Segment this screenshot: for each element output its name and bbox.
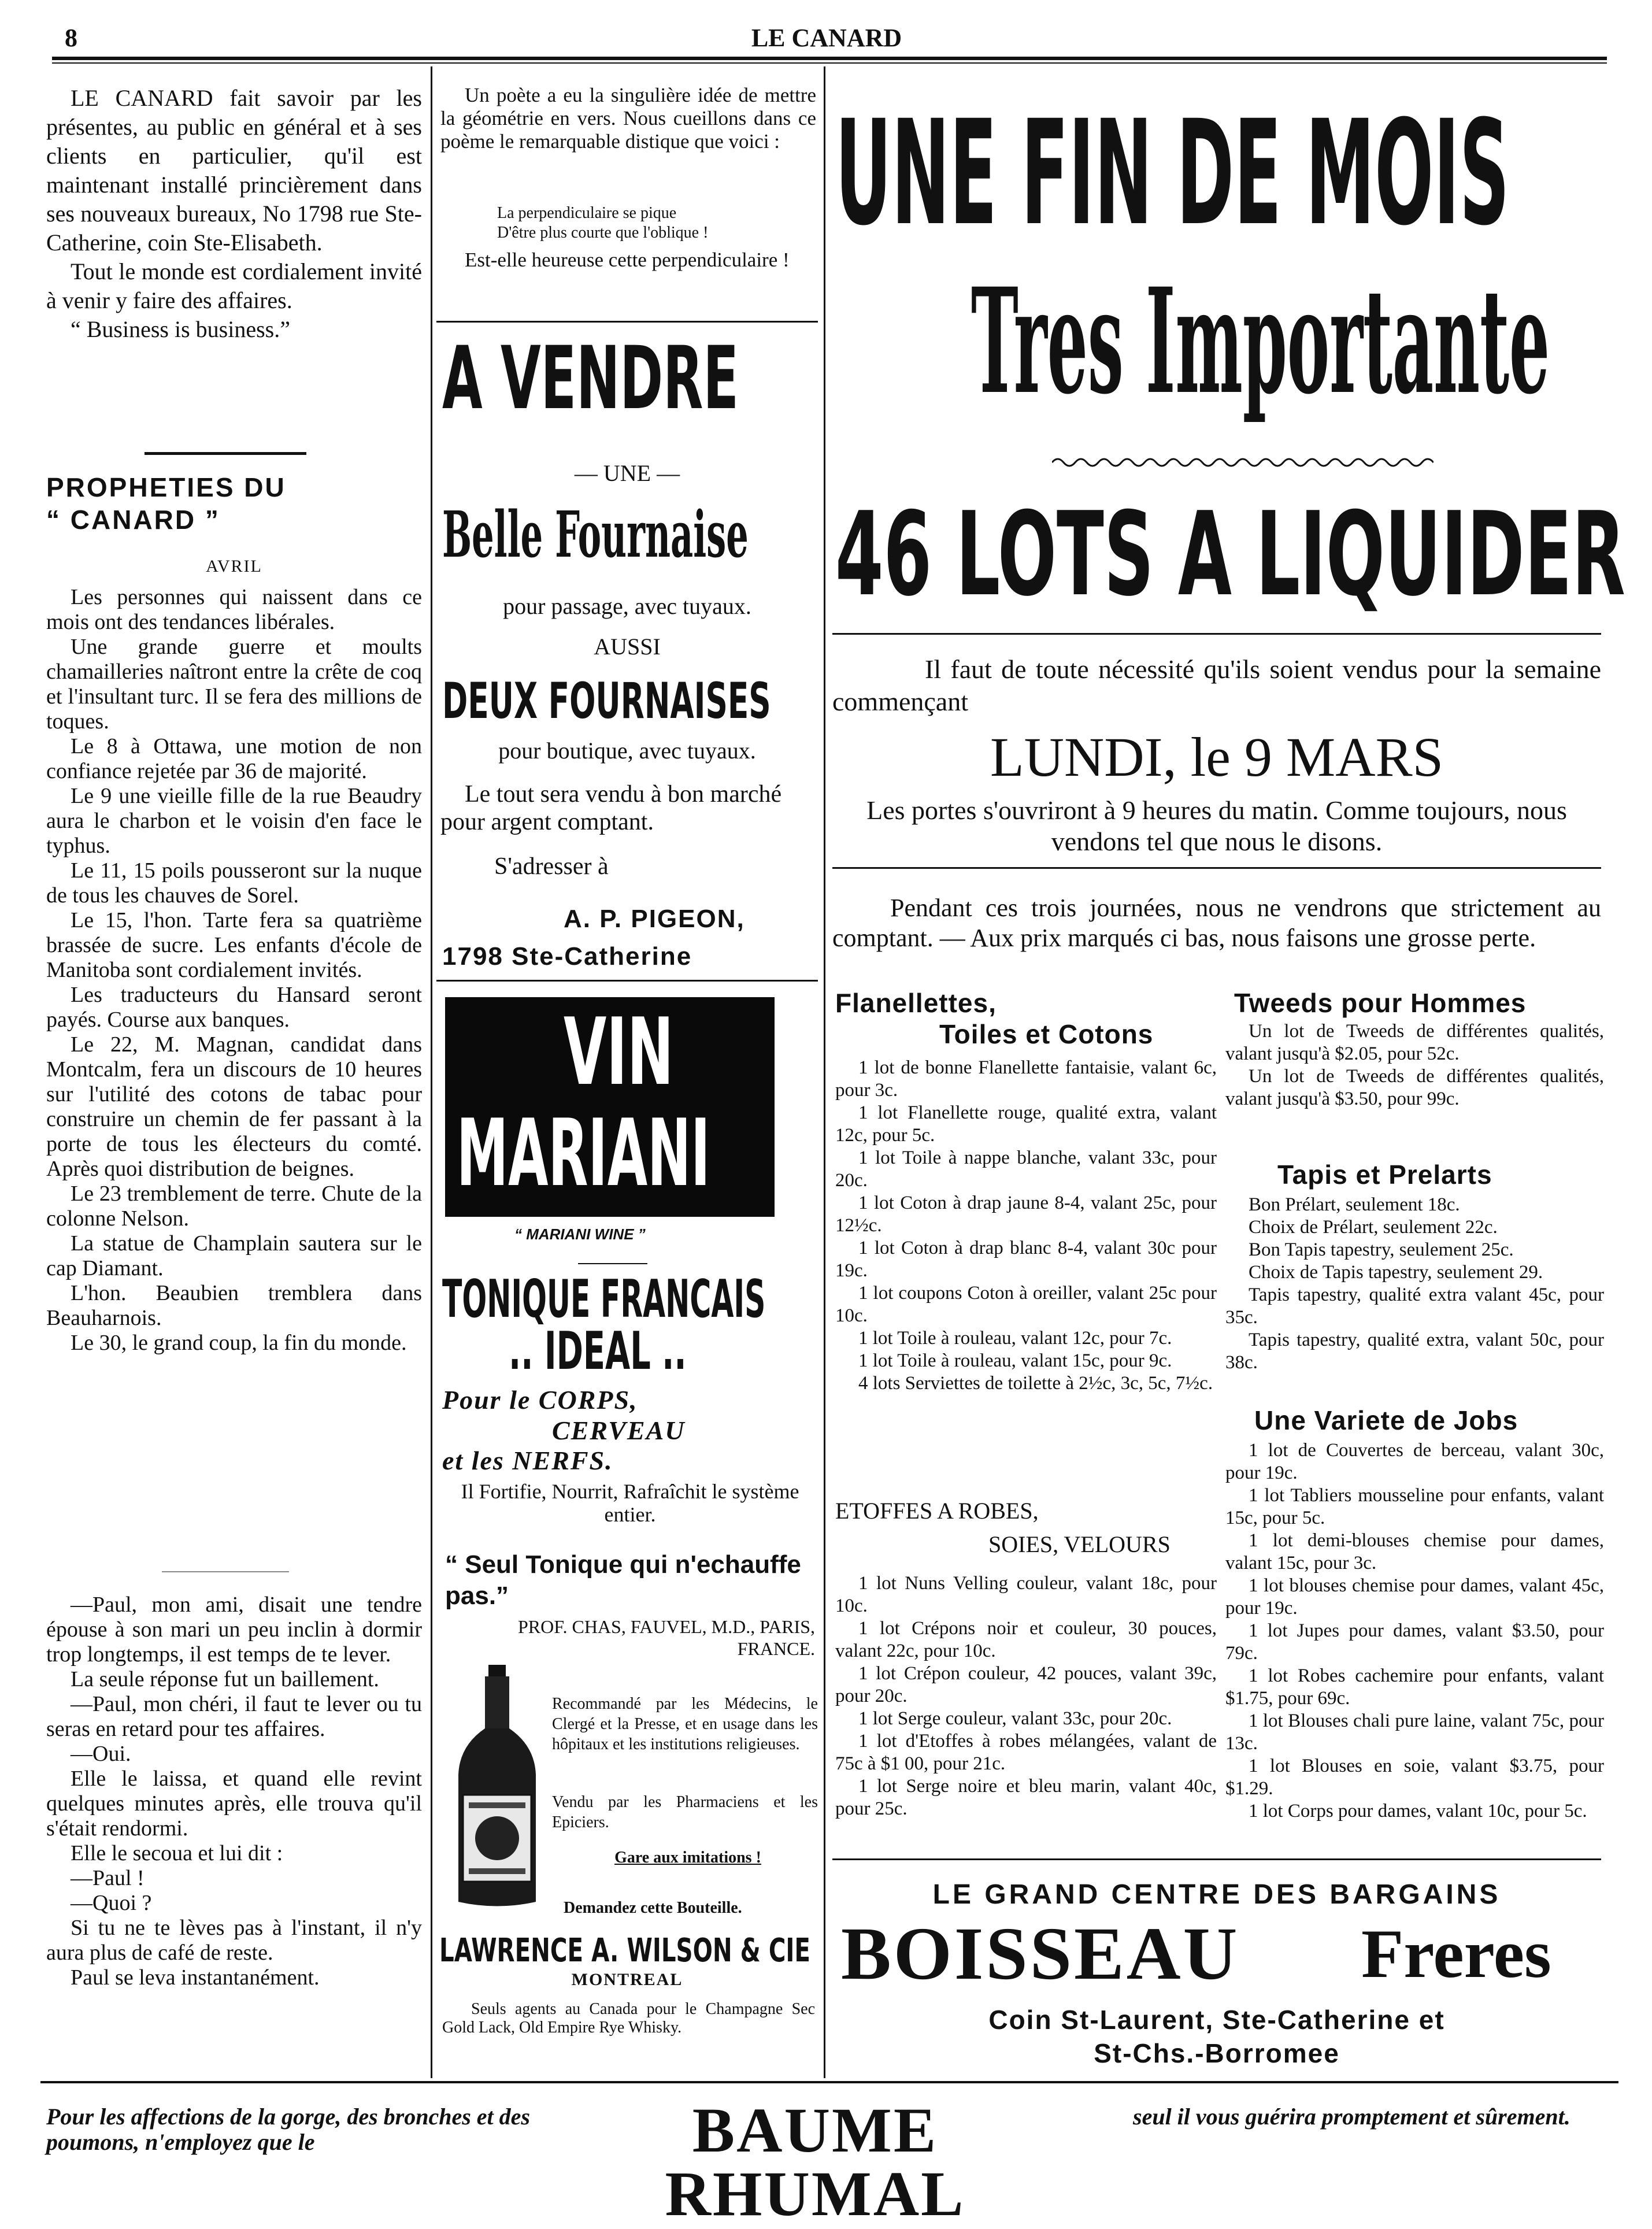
story-paragraph: Si tu ne te lèves pas à l'instant, il n'y aura plus de café de reste. [46,1916,422,1965]
list-item: 1 lot Serge noire et bleu marin, valant 40c, pour 25c. [835,1776,1217,1819]
bottle-illustration [448,1665,546,1908]
story-paragraph: La seule réponse fut un baillement. [71,1667,379,1691]
divider [436,321,818,323]
story-paragraph: —Oui. [71,1742,131,1766]
tapis-list [1225,1194,1604,1374]
prophecy: Les traducteurs du Hansard seront payés. Course aux banques. [46,983,422,1032]
ad-headline-2: Tres Importante [971,256,1550,426]
story-paragraph: —Paul ! [71,1866,145,1890]
list-item: 1 lot Tabliers mousseline pour enfants, valant 15c, pour 5c. [1225,1485,1604,1528]
list-item: 1 lot Toile à rouleau, valant 12c, pour 7c. [858,1328,1172,1349]
prophecy: Le 9 une vieille fille de la rue Beaudry aura le charbon et le voisin d'en face le typhus. [46,784,422,858]
for-sale-une: — UNE — [574,460,680,486]
etoffes-title-2: SOIES, VELOURS [988,1531,1171,1557]
prophecy: L'hon. Beaubien tremblera dans Beauharnois. [46,1281,422,1330]
flanellettes-title-1: Flanellettes, [835,988,997,1018]
list-item: 1 lot demi-blouses chemise pour dames, valant 15c, pour 3c. [1225,1530,1604,1573]
list-item: 1 lot de Couvertes de berceau, valant 30c, pour 19c. [1225,1440,1604,1483]
flanellettes-title-2: Toiles et Cotons [939,1019,1154,1049]
tapis-title: Tapis et Prelarts [1277,1160,1492,1190]
prophecy: Les personnes qui naissent dans ce mois ont des tendances libérales. [46,585,422,634]
tweeds-list [1225,1020,1604,1110]
etoffes-list [835,1572,1217,1820]
list-item: Un lot de Tweeds de différentes qualités, valant jusqu'à $3.50, pour 99c. [1225,1066,1604,1109]
flanellettes-list [835,1057,1217,1395]
tonic-beware: Gare aux imitations ! [614,1849,761,1867]
for-sale-headline: A VENDRE [442,328,739,429]
list-item: 1 lot Coton à drap jaune 8-4, valant 25c, pour 12½c. [835,1193,1217,1236]
notice-paragraph: LE CANARD fait savoir par les présentes, au public en général et à ses clients en particulier, qu'il est maintenant installé princièrement dans ses nouveaux bureaux, No 1798 rue Ste-Catherine, coin Ste-Elisabeth. [46,85,422,256]
list-item: 1 lot Crépons noir et couleur, 30 pouces, valant 22c, pour 10c. [835,1618,1217,1661]
ornament-divider [145,452,306,455]
ad-intro [832,653,1601,718]
list-item: Tapis tapestry, qualité extra, valant 50c, pour 38c. [1225,1330,1604,1373]
vin-mariani-line1: VIN [564,998,674,1106]
list-item: 1 lot Jupes pour dames, valant $3.50, pour 79c. [1225,1620,1604,1664]
agent-desc-text: Seuls agents au Canada pour le Champagne Sec Gold Lack, Old Empire Rye Whisky. [442,2000,815,2037]
tonic-prof: PROF. CHAS, FAUVEL, M.D., PARIS, FRANCE. [517,1616,815,1659]
prophecies-list [46,585,422,1356]
footer-left: Pour les affections de la gorge, des bronches et des poumons, n'employez que le [46,2104,530,2155]
store-name-1: BOISSEAU [841,1912,1240,1995]
story-paragraph: —Paul, mon chéri, il faut te lever ou tu seras en retard pour tes affaires. [46,1692,422,1741]
list-item: 1 lot de bonne Flanellette fantaisie, valant 6c, pour 3c. [835,1057,1217,1101]
prophecy: Une grande guerre et moults chamailleries naîtront entre la crête de coq et l'insultant turc. Il se fera des millions de toques. [46,635,422,734]
list-item: Un lot de Tweeds de différentes qualités, valant jusqu'à $2.05, pour 52c. [1225,1021,1604,1064]
tonic-for1: Pour le CORPS, [442,1385,638,1415]
for-sale-contact: S'adresser à [494,853,609,880]
list-item: 4 lots Serviettes de toilette à 2½c, 3c, 5c, 7½c. [858,1373,1213,1394]
list-item: 1 lot Crépon couleur, 42 pouces, valant 39c, pour 20c. [835,1663,1217,1706]
agent-name: LAWRENCE A. WILSON & CIE [439,1932,810,1969]
for-sale-item1: Belle Fournaise [442,497,749,572]
story-paragraph: —Paul, mon ami, disait une tendre épouse à son mari un peu inclin à dormir trop longtemps, il est temps de te lever. [46,1593,422,1667]
month-label: AVRIL [206,557,262,576]
list-item: 1 lot Robes cachemire pour enfants, valant $1.75, pour 69c. [1225,1665,1604,1709]
prophecy: La statue de Champlain sautera sur le cap Diamant. [46,1231,422,1280]
list-item: 1 lot Toile à nappe blanche, valant 33c, pour 20c. [835,1147,1217,1191]
list-item: 1 lot Toile à rouleau, valant 15c, pour 9c. [858,1350,1172,1371]
list-item: 1 lot Blouses chali pure laine, valant 75c, pour 13c. [1225,1710,1604,1754]
store-name-2: Freres [1361,1915,1551,1992]
footer-center: BAUME RHUMAL [665,2095,965,2229]
story-text [46,1593,422,1990]
tweeds-title: Tweeds pour Hommes [1234,988,1527,1018]
list-item: 1 lot Blouses en soie, valant $3.75, pour $1.29. [1225,1756,1604,1799]
tonic-title: TONIQUE FRANCAIS [442,1269,766,1330]
divider [832,867,1601,869]
ad-doors: Les portes s'ouvriront à 9 heures du matin. Comme toujours, nous vendons tel que nous le disons. [866,795,1567,856]
tonic-sold-text: Vendu par les Pharmaciens et les Epiciers. [552,1793,818,1831]
for-sale-item2: DEUX FOURNAISES [442,672,771,730]
footer-right: seul il vous guérira promptement et sûrement. [1133,2104,1570,2130]
for-sale-item2-desc: pour boutique, avec tuyaux. [498,738,756,764]
office-notice [46,84,422,344]
prophecy: Le 23 tremblement de terre. Chute de la colonne Nelson. [46,1182,422,1231]
poet-outro-text: Est-elle heureuse cette perpendiculaire ! [465,249,790,271]
for-sale-terms [440,780,816,836]
list-item: 1 lot Flanellette rouge, qualité extra, valant 12c, pour 5c. [835,1102,1217,1146]
prophecies-title: PROPHETIES DU “ CANARD ” [46,472,286,535]
for-sale-aussi: AUSSI [594,634,661,660]
for-sale-terms-text: Le tout sera vendu à bon marché pour argent comptant. [440,781,782,835]
for-sale-address: 1798 Ste-Catherine [442,942,692,971]
ad-intro-text: Il faut de toute nécessité qu'ils soient vendus pour la semaine commençant [832,654,1601,716]
list-item: 1 lot Corps pour dames, valant 10c, pour 5c. [1249,1801,1587,1821]
story-paragraph: —Quoi ? [71,1891,152,1915]
list-item: Bon Prélart, seulement 18c. [1249,1194,1460,1215]
etoffes-title-1: ETOFFES A ROBES, [835,1498,1039,1524]
list-item: 1 lot Serge couleur, valant 33c, pour 20c. [858,1708,1172,1729]
poet-intro [440,84,816,153]
list-item: 1 lot Coton à drap blanc 8-4, valant 30c pour 19c. [835,1238,1217,1281]
prophecy: Le 30, le grand coup, la fin du monde. [71,1331,407,1355]
ad-terms [832,893,1601,953]
poet-outro [440,249,816,272]
tonic-for2: CERVEAU [552,1416,686,1445]
vin-mariani-sub: “ MARIANI WINE ” [514,1225,646,1243]
divider [162,1571,289,1572]
list-item: 1 lot coupons Coton à oreiller, valant 25c pour 10c. [835,1283,1217,1326]
agent-city: MONTREAL [571,1970,683,1989]
for-sale-item1-desc: pour passage, avec tuyaux. [503,593,751,619]
notice-paragraph: Tout le monde est cordialement invité à venir y faire des affaires. [46,258,422,313]
ad-date: LUNDI, le 9 MARS [990,726,1443,788]
tonic-sold [552,1792,818,1832]
jobs-list [1225,1439,1604,1823]
ad-headline-3: 46 LOTS A LIQUIDER [835,487,1625,622]
prophecy: Le 22, M. Magnan, candidat dans Montcalm, fera un discours de 10 heures sur l'utilité des cotons de tabac pour construire un chemin de fer passant à la porte de tous les électeurs du comté. Après quoi distribution de beignes. [46,1032,422,1181]
prophecy: Le 11, 15 poils pousseront sur la nuque de tous les chauves de Sorel. [46,858,422,908]
jobs-title: Une Variete de Jobs [1254,1405,1518,1435]
poem-verse: La perpendiculaire se pique D'être plus courte que l'oblique ! [497,204,709,242]
list-item: Choix de Tapis tapestry, seulement 29. [1249,1262,1543,1283]
divider [578,1263,647,1264]
list-item: 1 lot Nuns Velling couleur, valant 18c, pour 10c. [835,1573,1217,1616]
prophecy: Le 15, l'hon. Tarte fera sa quatrième brassée de sucre. Les enfants d'école de Manitoba sont cordialement invités. [46,908,422,982]
tonic-ideal: .. IDEAL .. [509,1321,687,1382]
footer-rule [40,2081,1618,2083]
tonic-recommendation-text: Recommandé par les Médecins, le Clergé et la Presse, et en usage dans les hôpitaux et les institutions religieuses. [552,1695,818,1753]
tonic-desc: Il Fortifie, Nourrit, Rafraîchit le système entier. [461,1480,799,1526]
for-sale-name: A. P. PIGEON, [564,905,745,933]
agent-desc [442,2000,815,2037]
list-item: Bon Tapis tapestry, seulement 25c. [1249,1239,1514,1260]
poet-intro-text: Un poète a eu la singulière idée de mettre la géométrie en vers. Nous cueillons dans ce poème le remarquable distique que voici : [440,84,816,153]
page-number: 8 [65,24,77,52]
ad-terms-text: Pendant ces trois journées, nous ne vendrons que strictement au comptant. — Aux prix marqués ci bas, nous faisons une grosse perte. [832,894,1601,952]
column-rule-1 [431,66,432,2078]
story-paragraph: Elle le laissa, et quand elle revint quelques minutes après, elle trouva qu'il s'était rendormi. [46,1767,422,1841]
tonic-recommendation [552,1694,818,1754]
wavy-ornament [1052,454,1434,471]
masthead-title: LE CANARD [751,24,902,52]
tonic-for3: et les NERFS. [442,1446,613,1475]
tonic-slogan: “ Seul Tonique qui n'echauffe pas.” [445,1550,801,1610]
list-item: Tapis tapestry, qualité extra valant 45c, pour 35c. [1225,1284,1604,1328]
divider [832,1858,1601,1860]
header-rule-thin [52,62,1607,64]
story-paragraph: Elle le secoua et lui dit : [71,1841,283,1865]
notice-slogan: “ Business is business.” [71,316,290,342]
ad-headline-1: UNE FIN DE MOIS [835,89,1510,257]
prophecy: Le 8 à Ottawa, une motion de non confiance rejetée par 36 de majorité. [46,734,422,783]
divider [436,980,818,982]
list-item: 1 lot d'Etoffes à robes mélangées, valant de 75c à $1 00, pour 21c. [835,1731,1217,1774]
story-paragraph: Paul se leva instantanément. [71,1965,320,1990]
store-address: Coin St-Laurent, Ste-Catherine et St-Chs.-Borromee [988,2005,1445,2068]
store-tagline: LE GRAND CENTRE DES BARGAINS [932,1879,1501,1910]
divider [832,633,1601,635]
vin-mariani-line2: MARIANI [457,1099,710,1207]
list-item: 1 lot blouses chemise pour dames, valant 45c, pour 19c. [1225,1575,1604,1619]
header-rule [52,57,1607,60]
list-item: Choix de Prélart, seulement 22c. [1249,1217,1498,1238]
tonic-ask: Demandez cette Bouteille. [564,1899,742,1917]
column-rule-2 [824,66,825,2078]
